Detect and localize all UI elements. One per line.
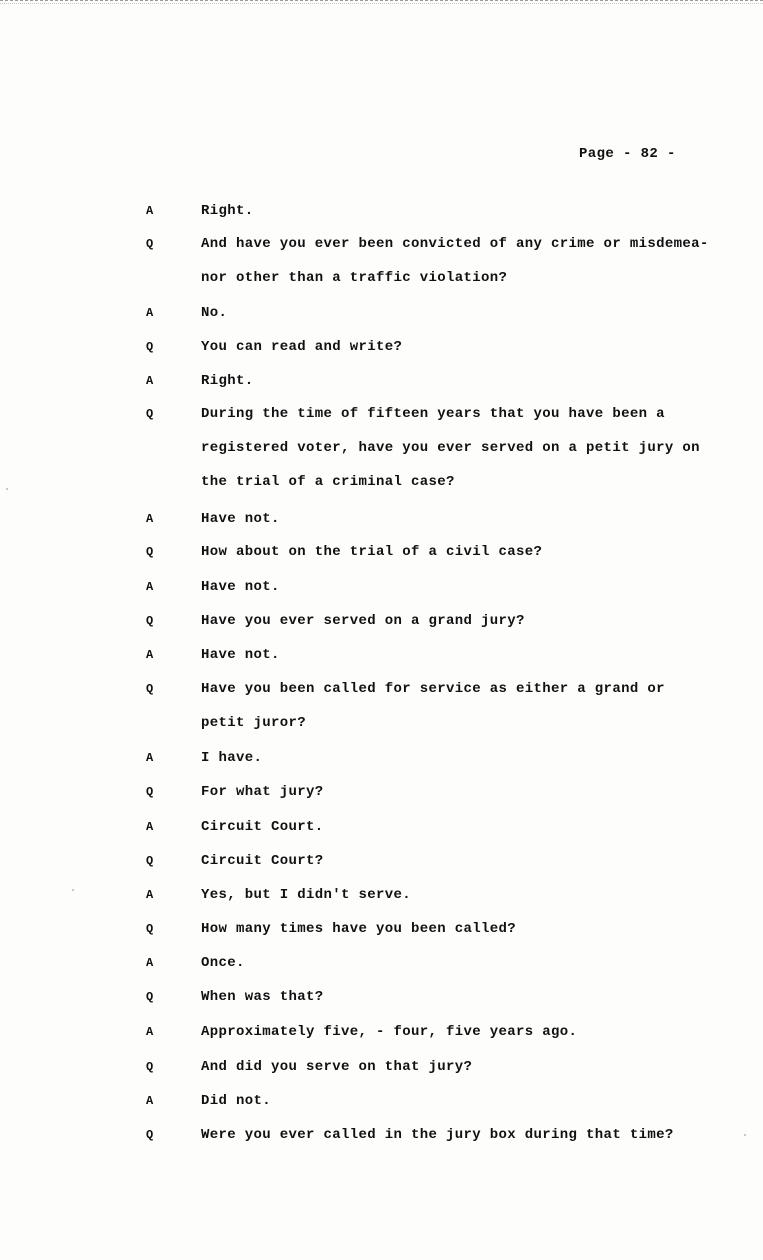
transcript-line [0, 471, 763, 493]
transcript-text: nor other than a traffic violation? [201, 270, 508, 286]
transcript-line [0, 200, 763, 222]
transcript-text: Circuit Court. [201, 819, 324, 835]
transcript-text: Right. [201, 373, 254, 389]
transcript-line [0, 233, 763, 255]
transcript-line [0, 1021, 763, 1043]
speaker-label: A [146, 751, 154, 765]
speaker-label: A [146, 820, 154, 834]
transcript-text: Once. [201, 955, 245, 971]
transcript-text: No. [201, 305, 228, 321]
transcript-line [0, 644, 763, 666]
transcript-line [0, 403, 763, 425]
transcript-line [0, 918, 763, 940]
transcript-line [0, 712, 763, 734]
transcript-line [0, 302, 763, 324]
transcript-text: Yes, but I didn't serve. [201, 887, 412, 903]
transcript-text: I have. [201, 750, 263, 766]
speaker-label: Q [146, 785, 154, 799]
transcript-text: Have not. [201, 511, 280, 527]
margin-speck [72, 889, 74, 891]
transcript-line [0, 678, 763, 700]
transcript-text: Have you been called for service as either a grand or [201, 681, 665, 697]
speaker-label: Q [146, 237, 154, 251]
transcript-line [0, 986, 763, 1008]
transcript-line [0, 884, 763, 906]
transcript-text: During the time of fifteen years that you have been a [201, 406, 665, 422]
transcript-text: And have you ever been convicted of any crime or misdemea- [201, 236, 709, 252]
transcript-text: Approximately five, - four, five years ago. [201, 1024, 578, 1040]
transcript-text: registered voter, have you ever served on a petit jury on [201, 440, 700, 456]
transcript-line [0, 850, 763, 872]
speaker-label: Q [146, 990, 154, 1004]
transcript-line [0, 1124, 763, 1146]
speaker-label: Q [146, 854, 154, 868]
transcript-line [0, 437, 763, 459]
transcript-text: Right. [201, 203, 254, 219]
speaker-label: A [146, 648, 154, 662]
transcript-text: How many times have you been called? [201, 921, 517, 937]
transcript-line [0, 610, 763, 632]
transcript-text: Circuit Court? [201, 853, 324, 869]
speaker-label: A [146, 306, 154, 320]
transcript-text: For what jury? [201, 784, 324, 800]
speaker-label: A [146, 374, 154, 388]
transcript-line [0, 747, 763, 769]
transcript-line [0, 952, 763, 974]
page-number: Page - 82 - [579, 146, 676, 162]
transcript-text: Have you ever served on a grand jury? [201, 613, 525, 629]
transcript-line [0, 1056, 763, 1078]
transcript-line [0, 370, 763, 392]
speaker-label: Q [146, 1060, 154, 1074]
speaker-label: A [146, 580, 154, 594]
transcript-line [0, 816, 763, 838]
transcript-text: And did you serve on that jury? [201, 1059, 473, 1075]
speaker-label: Q [146, 922, 154, 936]
speaker-label: A [146, 1094, 154, 1108]
transcript-text: Did not. [201, 1093, 272, 1109]
transcript-text: Have not. [201, 579, 280, 595]
transcript-text: You can read and write? [201, 339, 403, 355]
transcript-line [0, 508, 763, 530]
speaker-label: Q [146, 340, 154, 354]
speaker-label: Q [146, 545, 154, 559]
speaker-label: Q [146, 682, 154, 696]
transcript-text: petit juror? [201, 715, 307, 731]
transcript-text: When was that? [201, 989, 324, 1005]
transcript-line [0, 336, 763, 358]
speaker-label: A [146, 512, 154, 526]
transcript-line [0, 576, 763, 598]
transcript-text: Have not. [201, 647, 280, 663]
speaker-label: Q [146, 614, 154, 628]
speaker-label: A [146, 888, 154, 902]
margin-speck [744, 1134, 746, 1136]
speaker-label: A [146, 204, 154, 218]
speaker-label: A [146, 956, 154, 970]
transcript-line [0, 781, 763, 803]
transcript-text: the trial of a criminal case? [201, 474, 455, 490]
transcript-text: Were you ever called in the jury box during that time? [201, 1127, 674, 1143]
transcript-text: How about on the trial of a civil case? [201, 544, 543, 560]
transcript-line [0, 267, 763, 289]
speaker-label: A [146, 1025, 154, 1039]
speaker-label: Q [146, 407, 154, 421]
speaker-label: Q [146, 1128, 154, 1142]
transcript-line [0, 541, 763, 563]
transcript-line [0, 1090, 763, 1112]
margin-speck [6, 488, 8, 490]
